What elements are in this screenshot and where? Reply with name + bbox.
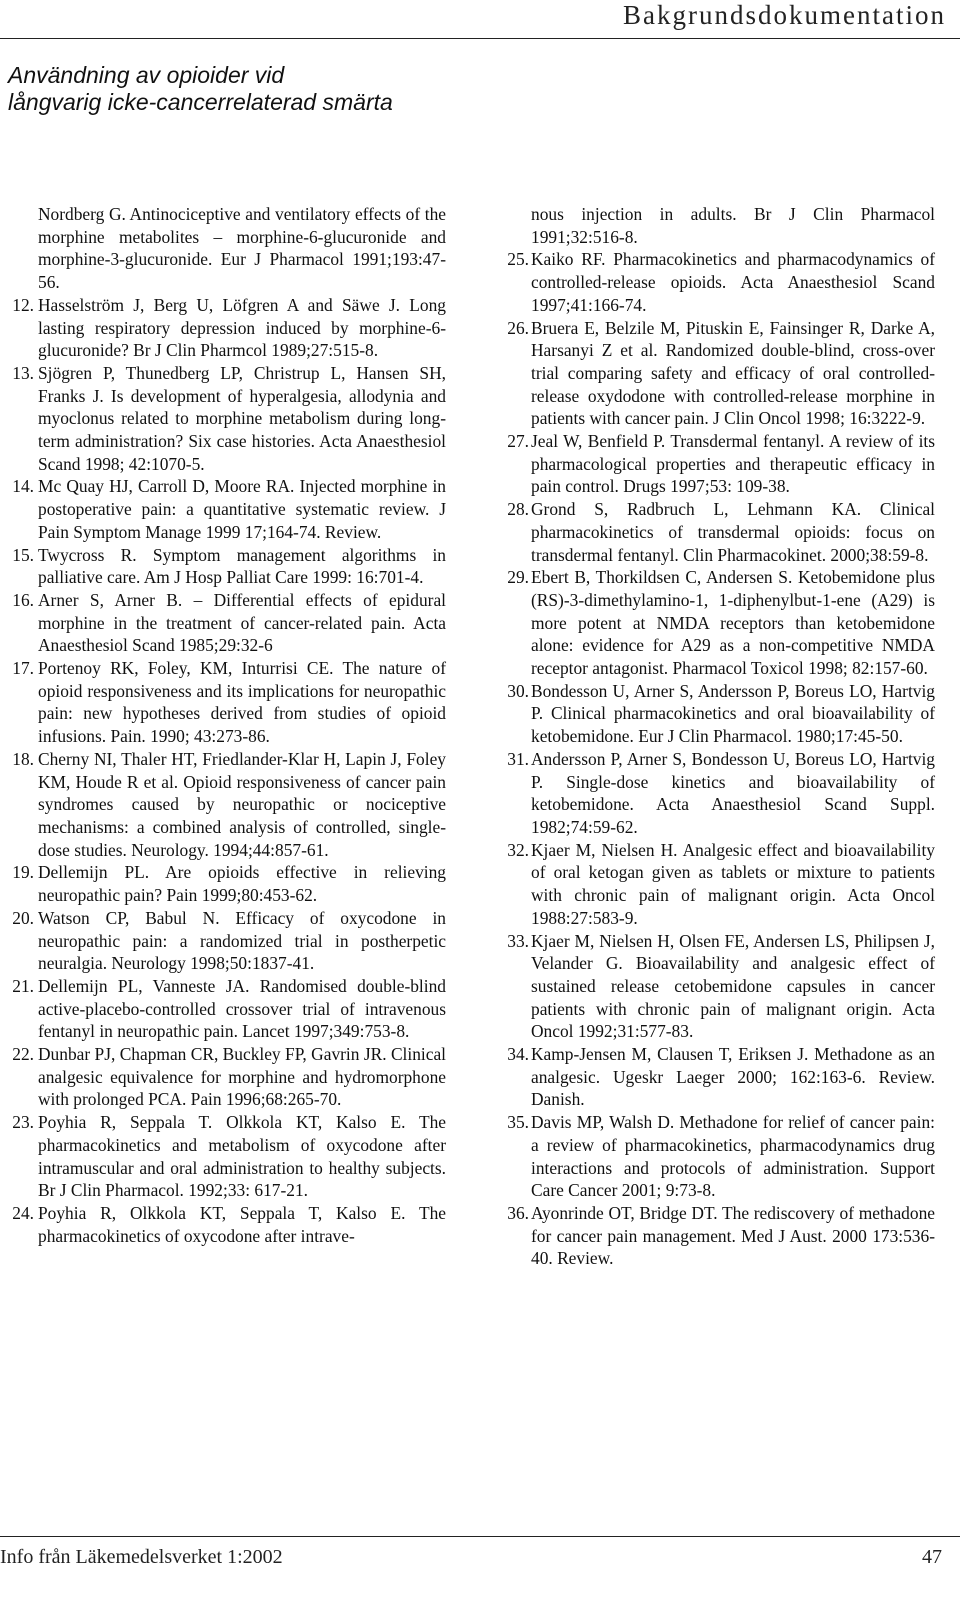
reference-continuation: [531, 203, 935, 248]
reference-number: 15.: [12, 544, 34, 565]
reference-item: [507, 566, 935, 680]
reference-number: 29.: [507, 567, 529, 588]
reference-text: Mc Quay HJ, Carroll D, Moore RA. Injected morphine in postoperative pain: a quantitative systematic review. J Pain Symptom Manage 1999 17;164-74. Review.: [38, 476, 446, 542]
reference-item: [12, 362, 446, 476]
reference-number: 14.: [12, 476, 34, 497]
section-title: [8, 62, 393, 116]
reference-number: 18.: [12, 748, 34, 769]
reference-continuation: [38, 203, 446, 294]
reference-text: Poyhia R, Seppala T. Olkkola KT, Kalso E. The pharmacokinetics and metabolism of oxycodone after intramuscular and oral administration to healthy subjects. Br J Clin Pharmacol. 1992;33: 617-21.: [38, 1112, 446, 1201]
reference-item: [12, 475, 446, 543]
reference-item: [507, 317, 935, 431]
reference-text: Sjögren P, Thunedberg LP, Christrup L, Hansen SH, Franks J. Is development of hyperalgesia, allodynia and myoclonus related to morphine metabolism during long-term administration? Six case histories. Acta Anaesthesiol Scand 1998; 42:1070-5.: [38, 362, 446, 474]
footer-rule: [0, 1536, 960, 1537]
reference-text: Kjaer M, Nielsen H, Olsen FE, Andersen LS, Philipsen J, Velander G. Bioavailability and analgesic effect of sustained release cetobemidone capsules in cancer patients with chronic pain of malignant origin. Acta Oncol 1992;31:577-83.: [531, 930, 935, 1042]
reference-text: Kjaer M, Nielsen H. Analgesic effect and bioavailability of oral ketogan given as tablets or mixture to patients with chronic pain of malignant origin. Acta Oncol 1988:27:583-9.: [531, 839, 935, 928]
reference-text: Ebert B, Thorkildsen C, Andersen S. Ketobemidone plus (RS)-3-dimethylamino-1, 1-diphenylbut-1-ene (A29) is more potent at NMDA receptors than ketobemidone alone: evidence for A29 as a non-competitive NMDA receptor antagonist. Pharmacol Toxicol 1998; 82:157-60.: [531, 567, 935, 679]
reference-item: [507, 1111, 935, 1202]
reference-text: Arner S, Arner B. – Differential effects of epidural morphine in the treatment of cancer-related pain. Acta Anaesthesiol Scand 1985;29:32-6: [38, 589, 446, 656]
reference-number: 31.: [507, 748, 529, 769]
header-rule: [0, 38, 960, 39]
reference-number: 22.: [12, 1044, 34, 1065]
reference-item: [507, 498, 935, 566]
reference-text: Bondesson U, Arner S, Andersson P, Boreus LO, Hartvig P. Clinical pharmacokinetics and oral bioavailability of ketobemidone. Eur J Clin Pharmacol. 1980;17:45-50.: [531, 680, 935, 747]
reference-item: [12, 657, 446, 748]
reference-item: [12, 589, 446, 657]
left-column: [12, 203, 446, 1247]
reference-text: Watson CP, Babul N. Efficacy of oxycodone in neuropathic pain: a randomized trial in postherpetic neuralgia. Neurology 1998;50:1837-41.: [38, 907, 446, 974]
reference-item: [507, 1043, 935, 1111]
reference-text: Hasselström J, Berg U, Löfgren A and Säwe J. Long lasting respiratory depression induced by morphine-6-glucuronide? Br J Clin Pharmcol 1989;27:515-8.: [38, 294, 446, 361]
section-title-line-2: långvarig icke-cancerrelaterad smärta: [8, 89, 393, 115]
reference-text: Kaiko RF. Pharmacokinetics and pharmacodynamics of controlled-release opioids. Acta Anaesthesiol Scand 1997;41:166-74.: [531, 249, 935, 315]
reference-text: Cherny NI, Thaler HT, Friedlander-Klar H, Lapin J, Foley KM, Houde R et al. Opioid responsiveness of cancer pain syndromes caused by neuropathic or nociceptive mechanisms: a combined analysis of controlled, single-dose studies. Neurology. 1994;44:857-61.: [38, 748, 446, 860]
reference-item: [12, 544, 446, 589]
reference-text: Jeal W, Benfield P. Transdermal fentanyl. A review of its pharmacological properties and therapeutic efficacy in pain control. Drugs 1997;53: 109-38.: [531, 431, 935, 497]
reference-item: [12, 294, 446, 362]
reference-item: [12, 975, 446, 1043]
reference-text: Andersson P, Arner S, Bondesson U, Boreus LO, Hartvig P. Single-dose kinetics and bioavailability of ketobemidone. Acta Anaesthesiol Scand Suppl. 1982;74:59-62.: [531, 748, 935, 837]
reference-text: Nordberg G. Antinociceptive and ventilatory effects of the morphine metabolites – morphine-6-glucuronide and morphine-3-glucuronide. Eur J Pharmacol 1991;193:47-56.: [38, 204, 446, 293]
reference-number: 17.: [12, 658, 34, 679]
footer-publication: Info från Läkemedelsverket 1:2002: [0, 1546, 283, 1568]
right-reference-list: [507, 248, 935, 1270]
reference-text: Ayonrinde OT, Bridge DT. The rediscovery of methadone for cancer pain management. Med J Aust. 2000 173:536-40. Review.: [531, 1202, 935, 1269]
reference-number: 25.: [507, 249, 529, 270]
reference-text: Twycross R. Symptom management algorithms in palliative care. Am J Hosp Palliat Care 1999: 16:701-4.: [38, 544, 446, 588]
reference-number: 28.: [507, 499, 529, 520]
reference-number: 36.: [507, 1202, 529, 1223]
reference-number: 34.: [507, 1044, 529, 1065]
reference-number: 21.: [12, 975, 34, 996]
reference-item: [12, 1043, 446, 1111]
reference-item: [12, 1202, 446, 1247]
reference-item: [507, 248, 935, 316]
reference-text: nous injection in adults. Br J Clin Pharmacol 1991;32:516-8.: [531, 204, 935, 247]
running-header: Bakgrundsdokumentation: [623, 0, 946, 30]
reference-number: 13.: [12, 362, 34, 383]
reference-number: 16.: [12, 589, 34, 610]
section-title-line-1: Användning av opioider vid: [8, 62, 285, 88]
reference-number: 19.: [12, 862, 34, 883]
reference-number: 35.: [507, 1112, 529, 1133]
reference-item: [507, 1202, 935, 1270]
reference-number: 23.: [12, 1112, 34, 1133]
reference-item: [12, 861, 446, 906]
reference-number: 27.: [507, 431, 529, 452]
reference-item: [507, 930, 935, 1044]
reference-text: Dellemijn PL. Are opioids effective in relieving neuropathic pain? Pain 1999;80:453-62.: [38, 862, 446, 906]
reference-item: [507, 748, 935, 839]
reference-text: Kamp-Jensen M, Clausen T, Eriksen J. Methadone as an analgesic. Ugeskr Laeger 2000; 162:163-6. Review. Danish.: [531, 1044, 935, 1110]
reference-text: Grond S, Radbruch L, Lehmann KA. Clinical pharmacokinetics of transdermal opioids: focus on transdermal fentanyl. Clin Pharmacokinet. 2000;38:59-8.: [531, 499, 935, 565]
reference-number: 32.: [507, 839, 529, 860]
right-column: [507, 203, 935, 1270]
reference-number: 24.: [12, 1202, 34, 1223]
reference-item: [12, 1111, 446, 1202]
reference-text: Dellemijn PL, Vanneste JA. Randomised double-blind active-placebo-controlled crossover trial of intravenous fentanyl in neuropathic pain. Lancet 1997;349:753-8.: [38, 975, 446, 1042]
reference-text: Bruera E, Belzile M, Pituskin E, Fainsinger R, Darke A, Harsanyi Z et al. Randomized double-blind, cross-over trial comparing safety and efficacy of oral controlled-release oxydodone with controlled-release morphine in patients with cancer pain. J Clin Oncol 1998; 16:3222-9.: [531, 317, 935, 429]
reference-number: 33.: [507, 930, 529, 951]
reference-item: [507, 839, 935, 930]
reference-number: 30.: [507, 680, 529, 701]
reference-item: [507, 430, 935, 498]
reference-number: 20.: [12, 907, 34, 928]
reference-text: Poyhia R, Olkkola KT, Seppala T, Kalso E. The pharmacokinetics of oxycodone after intrave-: [38, 1202, 446, 1246]
page-number: 47: [922, 1546, 942, 1568]
left-reference-list: [12, 294, 446, 1248]
reference-number: 26.: [507, 317, 529, 338]
reference-text: Portenoy RK, Foley, KM, Inturrisi CE. The nature of opioid responsiveness and its implications for neuropathic pain: new hypotheses derived from studies of opioid infusions. Pain. 1990; 43:273-86.: [38, 658, 446, 747]
reference-text: Davis MP, Walsh D. Methadone for relief of cancer pain: a review of pharmacokinetics, pharmacodynamics drug interactions and protocols of administration. Support Care Cancer 2001; 9:73-8.: [531, 1112, 935, 1201]
reference-text: Dunbar PJ, Chapman CR, Buckley FP, Gavrin JR. Clinical analgesic equivalence for morphine and hydromorphone with prolonged PCA. Pain 1996;68:265-70.: [38, 1044, 446, 1110]
reference-number: 12.: [12, 294, 34, 315]
reference-item: [12, 907, 446, 975]
reference-item: [12, 748, 446, 862]
reference-item: [507, 680, 935, 748]
